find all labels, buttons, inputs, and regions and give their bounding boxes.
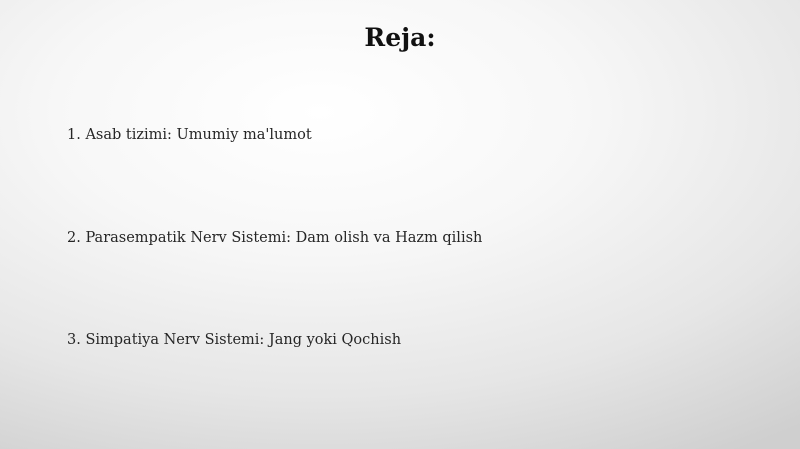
agenda-item: 2. Parasempatik Nerv Sistemi: Dam olish va Hazm qilish [67,230,483,246]
slide-title: Reja: [364,23,436,52]
agenda-item: 1. Asab tizimi: Umumiy ma'lumot [67,127,312,143]
agenda-list [67,0,767,449]
agenda-item: 3. Simpatiya Nerv Sistemi: Jang yoki Qochish [67,332,402,348]
